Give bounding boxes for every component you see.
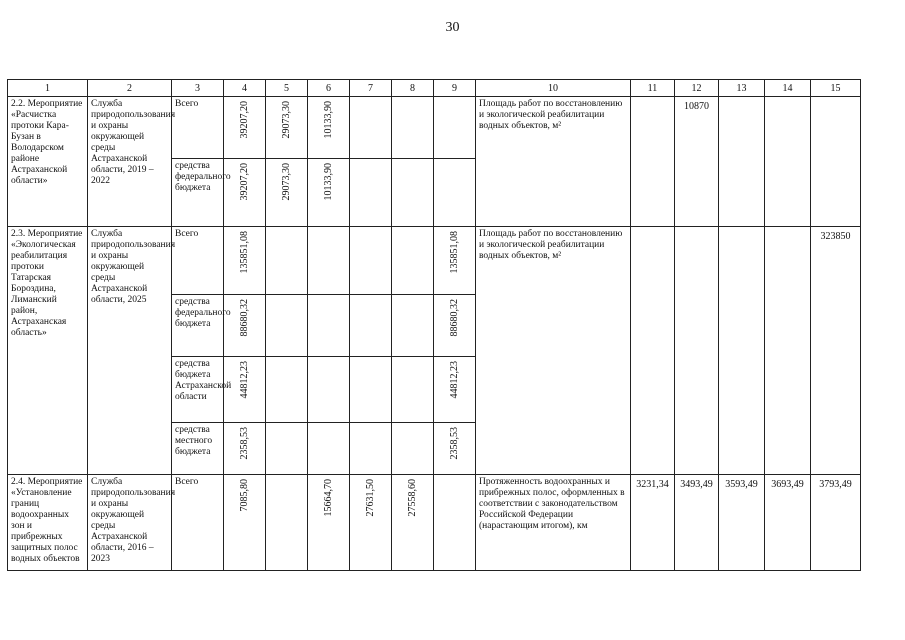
funding-source: средства местного бюджета: [172, 423, 224, 475]
amount: 7085,80: [238, 479, 250, 512]
page-number: 30: [445, 20, 460, 35]
amount: 29073,30: [280, 101, 292, 139]
col-header: 3: [172, 80, 224, 97]
amount: 2358,53: [238, 427, 250, 460]
measure-name: 2.3. Мероприятие «Экологическая реабилитация протоки Татарская Бороздина, Лиманский район, Астраханская область»: [8, 227, 88, 475]
amount: 15664,70: [322, 479, 334, 517]
target-value: 3693,49: [765, 475, 811, 571]
amount: 27558,60: [406, 479, 418, 517]
col-header: 5: [266, 80, 308, 97]
funding-source: средства федерального бюджета: [172, 295, 224, 357]
amount: 44812,23: [448, 361, 460, 399]
amount: 2358,53: [448, 427, 460, 460]
amount: 10133,90: [322, 101, 334, 139]
target-value: 323850: [811, 227, 861, 475]
col-header: 14: [765, 80, 811, 97]
col-header: 7: [350, 80, 392, 97]
col-header: 9: [434, 80, 476, 97]
target-value: 3231,34: [631, 475, 675, 571]
amount: 135851,08: [448, 231, 460, 274]
col-header: 6: [308, 80, 350, 97]
executor: Служба природопользования и охраны окружающей среды Астраханской области, 2016 – 2023: [88, 475, 172, 571]
target-value: 10870: [675, 97, 719, 227]
col-header: 4: [224, 80, 266, 97]
col-header: 13: [719, 80, 765, 97]
col-header: 2: [88, 80, 172, 97]
table-row: [8, 227, 861, 295]
col-header: 10: [476, 80, 631, 97]
col-header: 8: [392, 80, 434, 97]
funding-source: средства бюджета Астраханской области: [172, 357, 224, 423]
amount: 135851,08: [238, 231, 250, 274]
amount: 29073,30: [280, 163, 292, 201]
indicator: Протяженность водоохранных и прибрежных полос, оформленных в соответствии с законодательством Российской Федерации (нарастающим итогом), км: [476, 475, 631, 571]
funding-source: Всего: [172, 97, 224, 159]
col-header: 11: [631, 80, 675, 97]
amount: 88680,32: [238, 299, 250, 337]
indicator: Площадь работ по восстановлению и экологической реабилитации водных объектов, м²: [476, 227, 631, 475]
measure-name: 2.4. Мероприятие «Установление границ водоохранных зон и прибрежных защитных полос водных объектов: [8, 475, 88, 571]
amount: 88680,32: [448, 299, 460, 337]
funding-source: Всего: [172, 475, 224, 571]
executor: Служба природопользования и охраны окружающей среды Астраханской области, 2019 – 2022: [88, 97, 172, 227]
table-row: [8, 97, 861, 159]
program-table: [7, 79, 861, 571]
target-value: 3793,49: [811, 475, 861, 571]
table-row: [8, 475, 861, 571]
amount: 44812,23: [238, 361, 250, 399]
amount: 10133,90: [322, 163, 334, 201]
funding-source: Всего: [172, 227, 224, 295]
target-value: 3493,49: [675, 475, 719, 571]
amount: 27631,50: [364, 479, 376, 517]
col-header: 15: [811, 80, 861, 97]
measure-name: 2.2. Мероприятие «Расчистка протоки Кара-Бузан в Володарском районе Астраханской области»: [8, 97, 88, 227]
funding-source: средства федерального бюджета: [172, 159, 224, 227]
amount: 39207,20: [238, 163, 250, 201]
col-header: 12: [675, 80, 719, 97]
header-row: [8, 80, 861, 97]
target-value: 3593,49: [719, 475, 765, 571]
executor: Служба природопользования и охраны окружающей среды Астраханской области, 2025: [88, 227, 172, 475]
indicator: Площадь работ по восстановлению и экологической реабилитации водных объектов, м²: [476, 97, 631, 227]
col-header: 1: [8, 80, 88, 97]
amount: 39207,20: [238, 101, 250, 139]
